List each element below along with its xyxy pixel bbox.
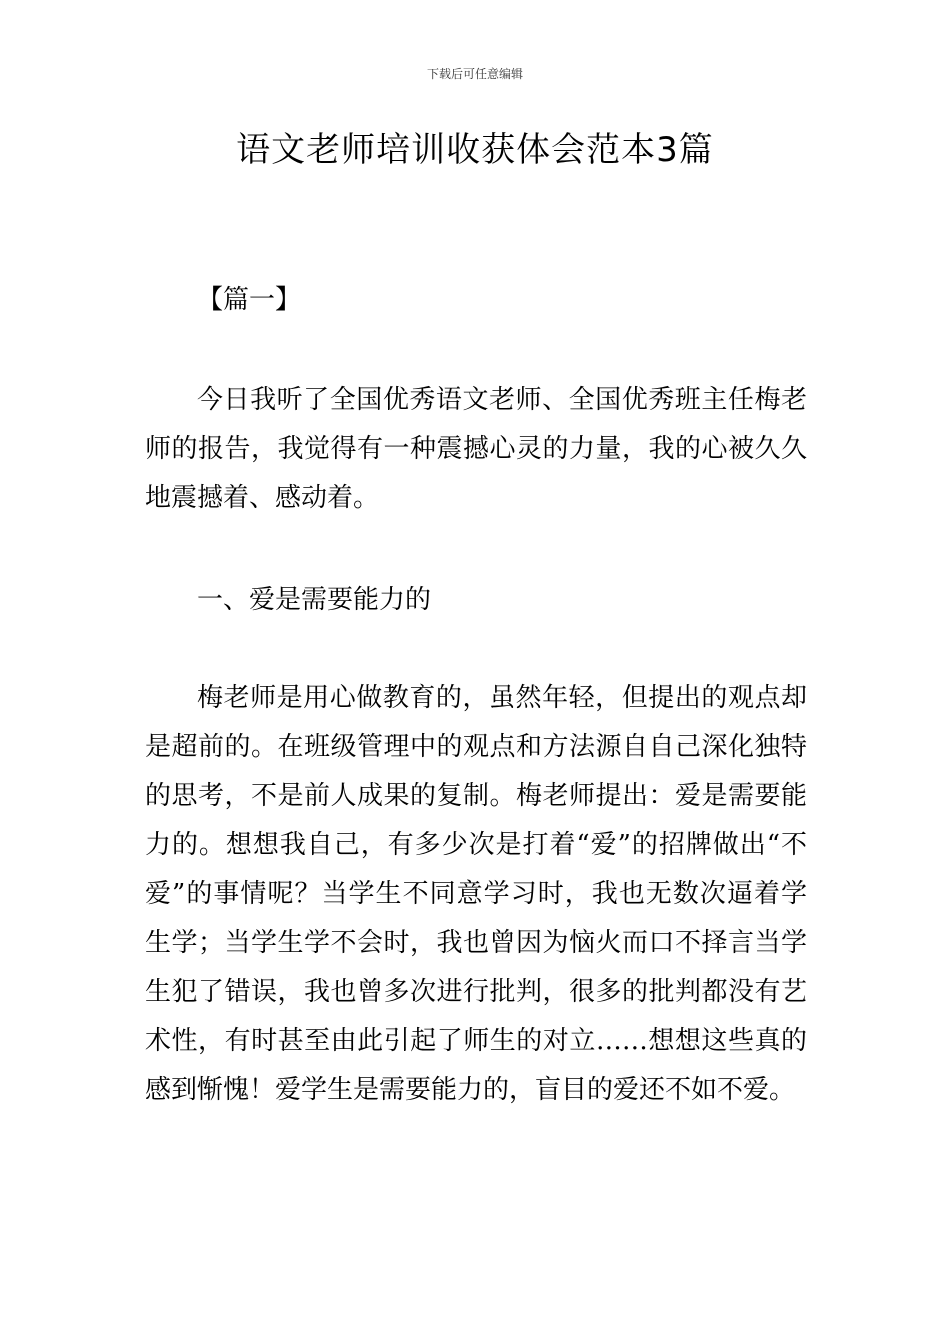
- header-note: 下载后可任意编辑: [426, 67, 523, 81]
- paragraph-body: 梅老师是用心做教育的，虽然年轻，但提出的观点却是超前的。在班级管理中的观点和方法源自自己深化独特的思考，不是前人成果的复制。梅老师提出：爱是需要能力的。想想我自己，有多少次是打着“爱”的招牌做出“不爱”的事情呢？当学生不同意学习时，我也无数次逼着学生学；当学生学不会时，我也曾因为恼火而口不择言当学生犯了错误，我也曾多次进行批判，很多的批判都没有艺术性，有时甚至由此引起了师生的对立……想想这些真的感到惭愧！爱学生是需要能力的，盲目的爱还不如不爱。: [145, 683, 807, 1105]
- subheading: 一、爱是需要能力的: [197, 585, 432, 615]
- document-title: 语文老师培训收获体会范本3篇: [236, 130, 714, 170]
- section-label: 【篇一】: [197, 285, 302, 315]
- paragraph-intro: 今日我听了全国优秀语文老师、全国优秀班主任梅老师的报告，我觉得有一种震撼心灵的力量，我的心被久久地震撼着、感动着。: [145, 385, 807, 513]
